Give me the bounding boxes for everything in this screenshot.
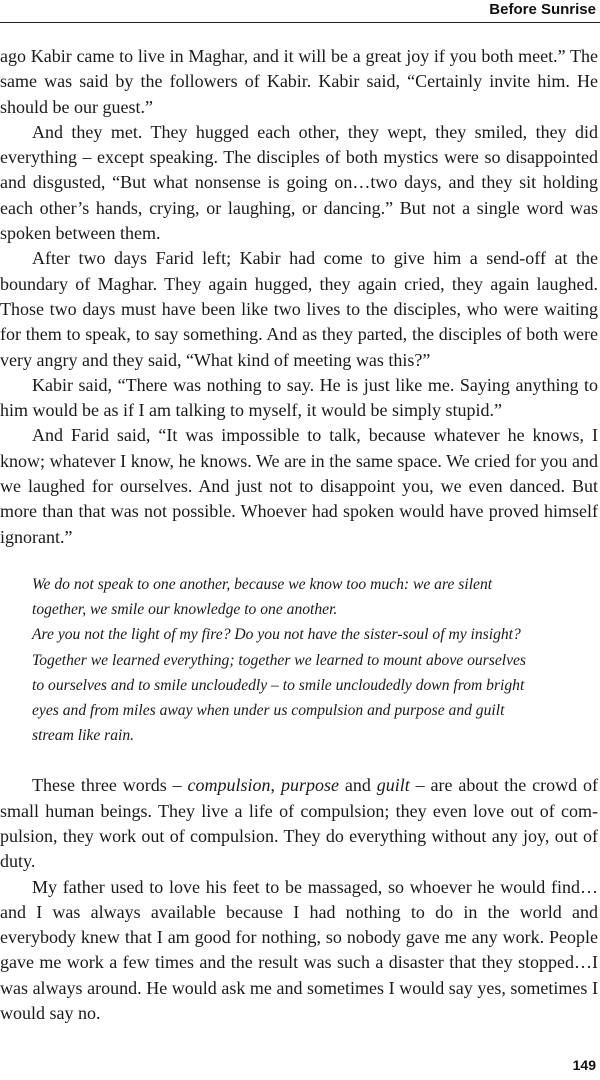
emphasis-guilt: guilt bbox=[376, 775, 410, 796]
text-run: and bbox=[338, 775, 377, 796]
block-quote bbox=[32, 572, 598, 748]
paragraph-three-words bbox=[0, 773, 598, 874]
quote-line: to ourselves and to smile uncloudedly – to smile uncloudedly down from bright bbox=[32, 676, 525, 694]
quote-line: Are you not the light of my fire? Do you not have the sister-soul of my insight? bbox=[32, 626, 521, 644]
paragraph: ago Kabir came to live in Maghar, and it will be a great joy if you both meet.” The same was said by the followers of Kabir. Kabir said, “Certainly invite him. He should be our guest.” bbox=[0, 46, 598, 117]
paragraph: Kabir said, “There was nothing to say. He is just like me. Saying anything to him would be as if I am talking to myself, it would be simply stupid.” bbox=[0, 374, 598, 421]
paragraph: And they met. They hugged each other, they wept, they smiled, they did everything – except speaking. The disciples of both mystics were so disappointed and disgusted, “But what nonsense is going on…two days, and they sit holding each other’s hands, crying, or laughing, or dancing.” But not a single word was spoken between them. bbox=[0, 121, 598, 244]
page-number: 149 bbox=[572, 1057, 596, 1073]
quote-line: We do not speak to one another, because we know too much: we are silent bbox=[32, 575, 493, 593]
quote-line: eyes and from miles away when under us compulsion and purpose and guilt bbox=[32, 701, 505, 719]
quote-line: stream like rain. bbox=[32, 727, 135, 745]
text-run: These three words – bbox=[32, 775, 188, 796]
paragraph: My father used to love his feet to be massaged, so whoever he would find…and I was always available because I had nothing to do in the world and everybody knew that I am good for nothing, so nobody gave me any work. People gave me work a few times and the result was such a disaster that they stopped…I was always around. He would ask me and sometimes I would say yes, sometimes I would say no. bbox=[0, 876, 598, 1024]
body-text bbox=[0, 44, 598, 1026]
paragraph: After two days Farid left; Kabir had come to give him a send-off at the boundary of Maghar. They again hugged, they again cried, they again laughed. Those two days must have been like two lives to the disciples, who were waiting for them to speak, to say something. And as they parted, the disciples of both were very angry and they said, “What kind of meeting was this?” bbox=[0, 248, 598, 370]
text-run: , bbox=[270, 775, 281, 796]
header-rule bbox=[0, 22, 600, 23]
emphasis-purpose: purpose bbox=[280, 775, 339, 796]
running-head: Before Sunrise bbox=[489, 1, 596, 18]
paragraph: And Farid said, “It was impossible to talk, because whatever he knows, I know; whatever I know, he knows. We are in the same space. We cried for you and we laughed for ourselves. And just not to disappoint you, we even danced. But more than that was not possible. Whoever had spoken would have proved himself ignorant.” bbox=[0, 425, 598, 547]
emphasis-compulsion: compulsion bbox=[187, 775, 271, 796]
text-run: – are about the crowd of small human beings. They live a life of compulsion; they even love out of compulsion, they work out of compulsion. They do everything without any joy, out of duty. bbox=[0, 775, 599, 872]
quote-line: together, we smile our knowledge to one another. bbox=[32, 601, 338, 619]
quote-line: Together we learned everything; together we learned to mount above ourselves bbox=[32, 651, 526, 669]
